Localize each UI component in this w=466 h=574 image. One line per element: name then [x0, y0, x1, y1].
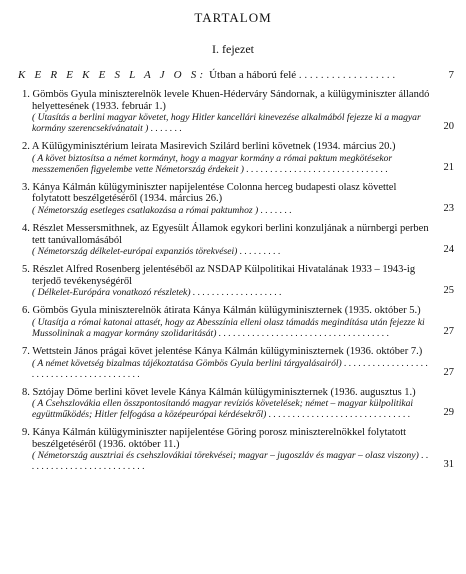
toc-entry-text: 9. Kánya Kálmán külügyminiszter napijelentése Göring porosz miniszterelnökkel folytatott beszélgetéséről (1936. október 11.) [22, 427, 407, 450]
toc-entry-text: 4. Részlet Messersmithnek, az Egyesült Államok egykori berlini konzuljának a nürnbergi perben tett tanúvallomásából [22, 222, 429, 246]
toc-entry-note: ( Utasítás a berlini magyar követet, hogy Hitler kancellári kinevezése alkalmából fejezze ki a magyar kormány szerencsekívánatait ) . . . . . . . [32, 112, 421, 135]
toc-entry-page-number: 21 [443, 161, 454, 173]
section-heading-row [18, 68, 454, 84]
toc-entry [18, 387, 454, 421]
toc-entry-text: 3. Kánya Kálmán külügyminiszter napijelentése Colonna herceg budapesti olasz követtel folytatott beszélgetéséről (1934. március 26.) [22, 181, 397, 205]
toc-entry-note: ( Utasítja a római katonai attasét, hogy az Abesszínia elleni olasz támadás megindítása után fejezze ki Mussolininak a magyar kormány szolidaritását) . . . . . . . . . . . . . . . . . . . . . . . . . . . . . . . . . . . . [32, 316, 425, 339]
toc-entry-note: ( A követ biztosítsa a német kormányt, hogy a magyar kormány a római paktum megkötésekor messzemenően figyelembe vette Németország érdekeit ) . . . . . . . . . . . . . . . . . . . . . . . . . . . . . . [32, 152, 393, 175]
toc-entries [18, 89, 454, 472]
toc-entry-text: 6. Gömbös Gyula miniszterelnök átirata Kánya Kálmán külügyminiszternek (1935. október 5.) [22, 305, 421, 317]
toc-entry [18, 223, 454, 257]
toc-entry-text: 8. Sztójay Döme berlini követ levele Kánya Kálmán külügyminiszternek (1936. augusztus 1.) [22, 386, 416, 398]
toc-entry-page-number: 23 [443, 202, 454, 214]
toc-entry-page-number: 24 [443, 244, 454, 256]
toc-entry [18, 141, 454, 175]
toc-entry-page-number: 25 [443, 285, 454, 297]
toc-entry-page-number: 29 [443, 407, 454, 419]
toc-entry [18, 264, 454, 298]
toc-title: TARTALOM [194, 10, 272, 25]
toc-entry-page-number: 20 [443, 121, 454, 133]
section-title: Útban a háború felé [206, 69, 297, 81]
toc-entry [18, 89, 454, 134]
toc-entry [18, 305, 454, 339]
toc-entry-note: ( Németország esetleges csatlakozása a római paktumhoz ) . . . . . . . [32, 204, 292, 216]
toc-entry-note: ( A német követség bizalmas tájékoztatása Gömbös Gyula berlini tárgyalásairól) . . . . . . . . . . . . . . . . . . . . . . . . . . . . . . . . . . . . . . . . . [32, 357, 429, 380]
toc-entry-note: ( Németország ausztriai és csehszlovákiai törekvései; magyar – jugoszláv és magyar – olasz viszony) . . . . . . . . . . . . . . . . . . . . . . . . . . [32, 450, 429, 473]
toc-entry-text: 2. A Külügyminisztérium leirata Masirevich Szilárd berlini követnek (1934. március 20.) [22, 141, 396, 153]
chapter-heading: I. fejezet [212, 42, 254, 56]
toc-entry [18, 182, 454, 216]
toc-entry-text: 5. Részlet Alfred Rosenberg jelentéséből az NSDAP Külpolitikai Hivatalának 1933 – 1943-ig terjedő tevékenységéről [22, 264, 416, 287]
toc-entry-text: 1. Gömbös Gyula miniszterelnök levele Khuen-Héderváry Sándornak, a külügyminiszter állandó helyettesének (1933. február 1.) [22, 89, 430, 112]
toc-entry-page-number: 27 [443, 366, 454, 378]
toc-entry-note: ( Németország délkelet-európai expanziós törekvései) . . . . . . . . . [32, 246, 281, 258]
section-page-number: 7 [448, 69, 454, 81]
toc-entry-page-number: 27 [443, 325, 454, 337]
toc-entry [18, 427, 454, 472]
toc-entry-page-number: 31 [443, 459, 454, 471]
toc-list [18, 68, 454, 472]
toc-entry-note: ( Délkelet-Európára vonatkozó részletek) . . . . . . . . . . . . . . . . . . . [32, 287, 282, 299]
section-leader-dots: . . . . . . . . . . . . . . . . . . [296, 69, 396, 81]
toc-entry [18, 346, 454, 380]
toc-entry-note: ( A Csehszlovákia ellen összpontosítandó magyar revíziós követelések; német – magyar külpolitikai együttműködés; Hitler felfogása a középeurópai kérdésekről) . . . . . . . . . . . . . . . . . . . . . . . . . . . . . . [32, 398, 414, 421]
section-author: K E R E K E S L A J O S: [18, 69, 207, 81]
toc-entry-text: 7. Wettstein János prágai követ jelentése Kánya Kálmán külügyminiszternek (1936. október 7.) [22, 345, 423, 357]
